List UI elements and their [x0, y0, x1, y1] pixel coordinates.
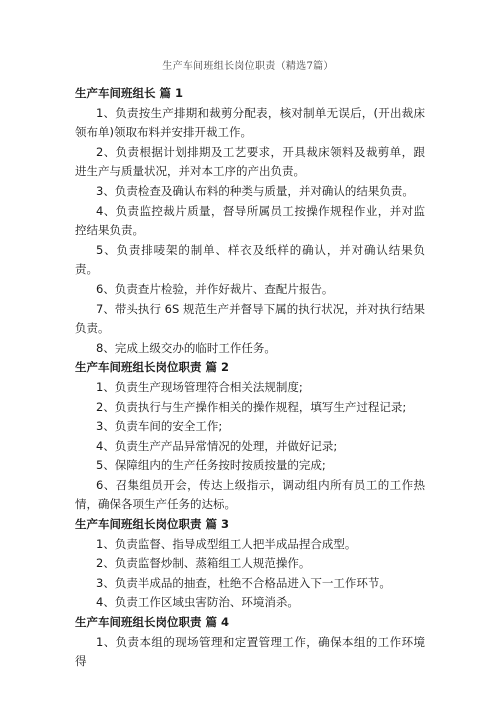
section-1	[75, 84, 425, 358]
document-body	[75, 84, 425, 672]
list-item: 2、负责执行与生产操作相关的操作规程，填写生产过程记录;	[96, 399, 407, 414]
list-item: 5、负责排唛架的制单、样衣及纸样的确认，并对确认结果负责。	[75, 242, 425, 277]
list-item: 4、负责生产产品异常情况的处理，并做好记录;	[96, 438, 338, 453]
list-item: 6、负责查片检验，并作好裁片、查配片报告。	[96, 281, 334, 296]
list-item: 7、带头执行 6S 规范生产并督导下属的执行状况，并对执行结果负责。	[75, 301, 425, 336]
list-item: 8、完成上级交办的临时工作任务。	[96, 340, 276, 355]
list-item: 3、负责检查及确认布料的种类与质量，并对确认的结果负责。	[96, 183, 414, 198]
document-title: 生产车间班组长岗位职责（精选7篇）	[162, 61, 334, 72]
list-item: 4、负责工作区域虫害防治、环境消杀。	[96, 595, 299, 610]
list-item: 1、负责生产现场管理符合相关法规制度;	[96, 379, 303, 394]
list-item: 2、负责根据计划排期及工艺要求，开具裁床领料及裁剪单，跟进生产与质量状况，并对本工序的产出负责。	[75, 144, 425, 179]
section-2	[75, 358, 425, 515]
section-heading: 生产车间班组长 篇 1	[75, 86, 184, 100]
list-item: 1、负责本组的现场管理和定置管理工作，确保本组的工作环境得	[75, 634, 425, 669]
list-item: 6、召集组员开会，传达上级指示，调动组内所有员工的工作热情，确保各项生产任务的达标。	[75, 477, 425, 512]
section-heading: 生产车间班组长岗位职责 篇 3	[75, 517, 230, 532]
section-3	[75, 515, 425, 613]
list-item: 5、保障组内的生产任务按时按质按量的完成;	[96, 458, 326, 473]
list-item: 3、负责半成品的抽查，杜绝不合格品进入下一工作环节。	[96, 575, 391, 590]
section-heading: 生产车间班组长岗位职责 篇 2	[75, 360, 230, 375]
section-4	[75, 613, 425, 672]
list-item: 1、负责按生产排期和裁剪分配表，核对制单无误后，(开出裁床领布单)领取布料并安排开裁工作。	[75, 105, 425, 140]
section-heading: 生产车间班组长岗位职责 篇 4	[75, 615, 230, 630]
list-item: 2、负责监督炒制、蒸箱组工人规范操作。	[96, 556, 311, 571]
list-item: 4、负责监控裁片质量，督导所属员工按操作规程作业，并对监控结果负责。	[75, 203, 425, 238]
list-item: 3、负责车间的安全工作;	[96, 419, 223, 434]
list-item: 1、负责监督、指导成型组工人把半成品捏合成型。	[96, 536, 357, 551]
